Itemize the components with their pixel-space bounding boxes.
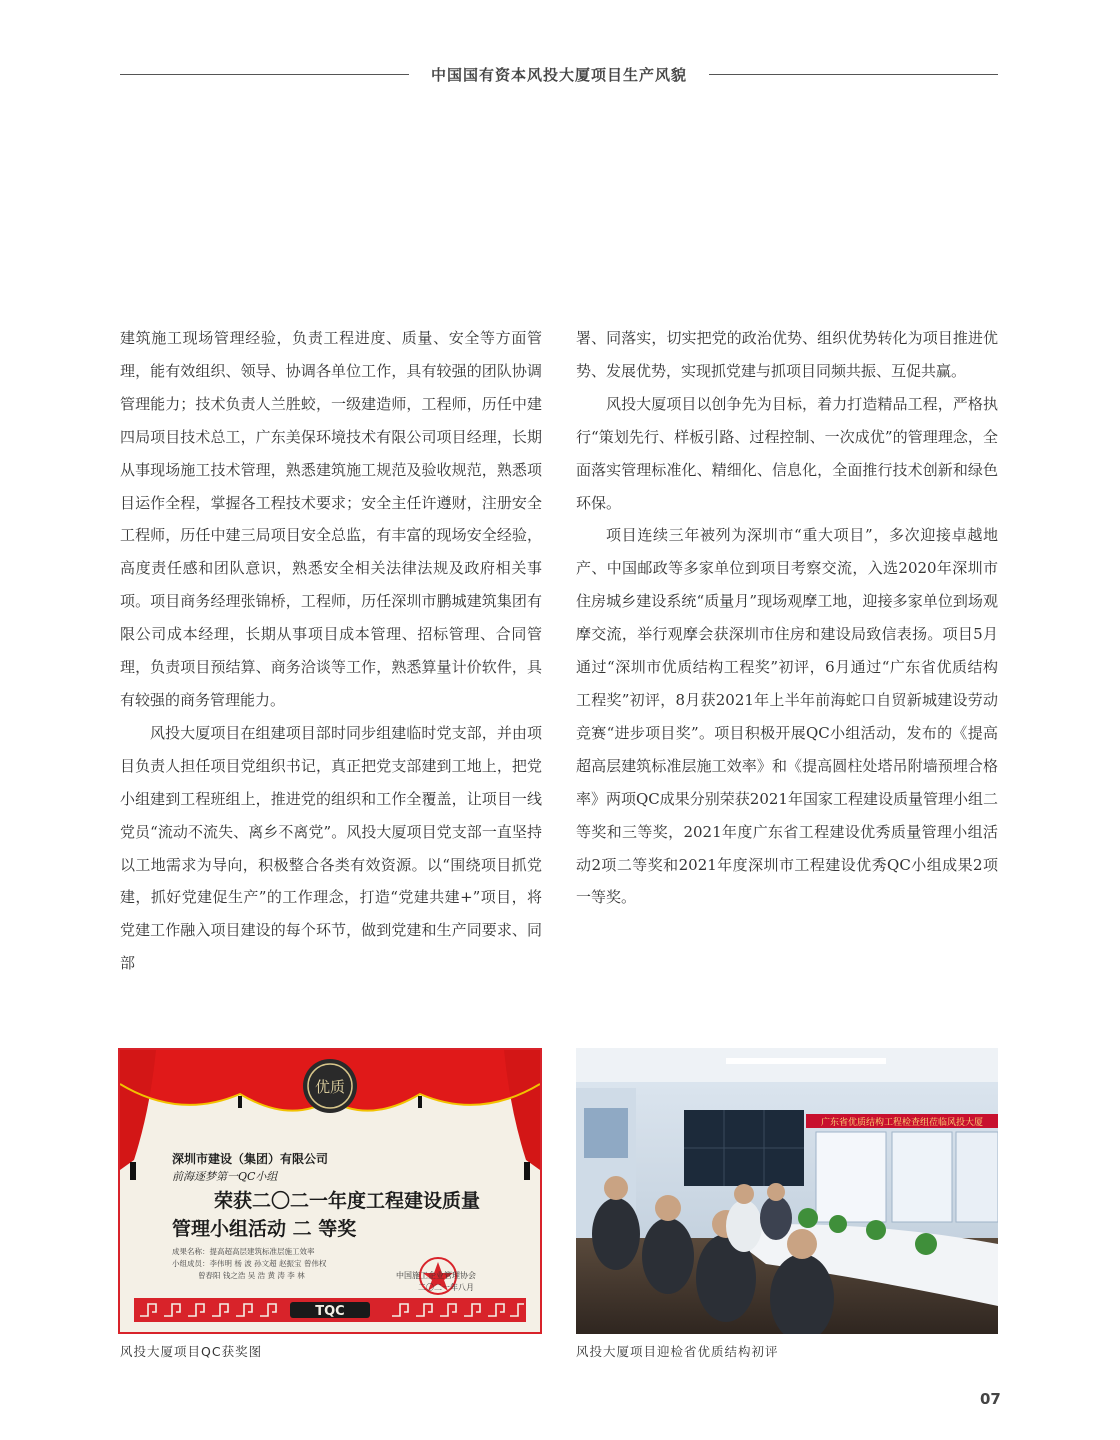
- header-rule-left: [120, 74, 409, 75]
- header-title: 中国国有资本风投大厦项目生产风貌: [431, 65, 688, 84]
- certificate-logo-text: TQC: [315, 1304, 345, 1319]
- left-paragraph-1: 建筑施工现场管理经验，负责工程进度、质量、安全等方面管理，能有效组织、领导、协调各单位工作，具有较强的团队协调管理能力；技术负责人兰胜蛟，一级建造师，工程师，历任中建四局项目技术总工，广东美保环境技术有限公司项目经理，长期从事现场施工技术管理，熟悉建筑施工规范及验收规范，熟悉项目运作全程，掌握各工程技术要求；安全主任许遵财，注册安全工程师，历任中建三局项目安全总监，有丰富的现场安全经验，高度责任感和团队意识，熟悉安全相关法律法规及政府相关事项。项目商务经理张锦桥，工程师，历任深圳市鹏城建筑集团有限公司成本经理，长期从事项目成本管理、招标管理、合同管理，负责项目预结算、商务洽谈等工作，熟悉算量计价软件，具有较强的商务管理能力。: [120, 329, 542, 709]
- right-paragraph-3: 项目连续三年被列为深圳市“重大项目”，多次迎接卓越地产、中国邮政等多家单位到项目考察交流，入选2020年深圳市住房城乡建设系统“质量月”现场观摩工地，迎接多家单位到场观摩交流，举行观摩会获深圳市住房和建设局致信表扬。项目5月通过“深圳市优质结构工程奖”初评，6月通过“广东省优质结构工程奖”初评，8月获2021年上半年前海蛇口自贸新城建设劳动竞赛“进步项目奖”。项目积极开展QC小组活动，发布的《提高超高层建筑标准层施工效率》和《提高圆柱处塔吊附墙预埋合格率》两项QC成果分别荣获2021年国家工程建设质量管理小组二等奖和三等奖，2021年度广东省工程建设优秀质量管理小组活动2项二等奖和2021年度深圳市工程建设优秀QC小组成果2项一等奖。: [576, 526, 998, 907]
- right-paragraph-2: 风投大厦项目以创争先为目标，着力打造精品工程，严格执行“策划先行、样板引路、过程控制、一次成优”的管理理念，全面落实管理标准化、精细化、信息化，全面推行技术创新和绿色环保。: [576, 394, 998, 512]
- page-header: [120, 60, 998, 88]
- meeting-banner-text: 广东省优质结构工程检查组莅临风投大厦: [820, 1118, 984, 1128]
- caption-right: 风投大厦项目迎检省优质结构初评: [576, 1344, 779, 1359]
- certificate-award-line-1: 荣获二〇二一年度工程建设质量: [214, 1190, 481, 1212]
- certificate-seal-text: 优质: [314, 1078, 346, 1096]
- certificate-award-line-2: 管理小组活动 二 等奖: [172, 1218, 357, 1240]
- certificate-date: 二〇二一年八月: [418, 1283, 474, 1292]
- page-number: 07: [980, 1390, 1001, 1408]
- meeting-scene-graphic: [576, 1048, 998, 1334]
- certificate-members-2: 曾春阳 钱之浩 吴 浩 黄 涛 李 林: [198, 1271, 305, 1280]
- left-text-column: [120, 322, 542, 980]
- meeting-inspection-photo: [576, 1048, 998, 1334]
- qc-award-certificate-image: [118, 1048, 542, 1334]
- certificate-association: 中国施工企业管理协会: [396, 1271, 476, 1280]
- right-text-column: [576, 322, 998, 914]
- certificate-team: 前海逐梦第一QC小组: [172, 1170, 278, 1183]
- header-rule-right: [709, 74, 998, 75]
- certificate-topic: 成果名称：提高超高层建筑标准层施工效率: [172, 1247, 315, 1256]
- right-paragraph-1: 署、同落实，切实把党的政治优势、组织优势转化为项目推进优势、发展优势，实现抓党建与抓项目同频共振、互促共赢。: [576, 329, 998, 380]
- certificate-members-1: 小组成员：李伟明 杨 波 孙文超 赵振宝 曾伟权: [172, 1259, 327, 1268]
- left-paragraph-2: 风投大厦项目在组建项目部时同步组建临时党支部，并由项目负责人担任项目党组织书记，真正把党支部建到工地上，把党小组建到工程班组上，推进党的组织和工作全覆盖，让项目一线党员“流动不流失、离乡不离党”。风投大厦项目党支部一直坚持以工地需求为导向，积极整合各类有效资源。以“围绕项目抓党建，抓好党建促生产”的工作理念，打造“党建共建+”项目，将党建工作融入项目建设的每个环节，做到党建和生产同要求、同部: [120, 723, 542, 973]
- certificate-org: 深圳市建设（集团）有限公司: [172, 1152, 329, 1166]
- caption-left: 风投大厦项目QC获奖图: [120, 1344, 263, 1359]
